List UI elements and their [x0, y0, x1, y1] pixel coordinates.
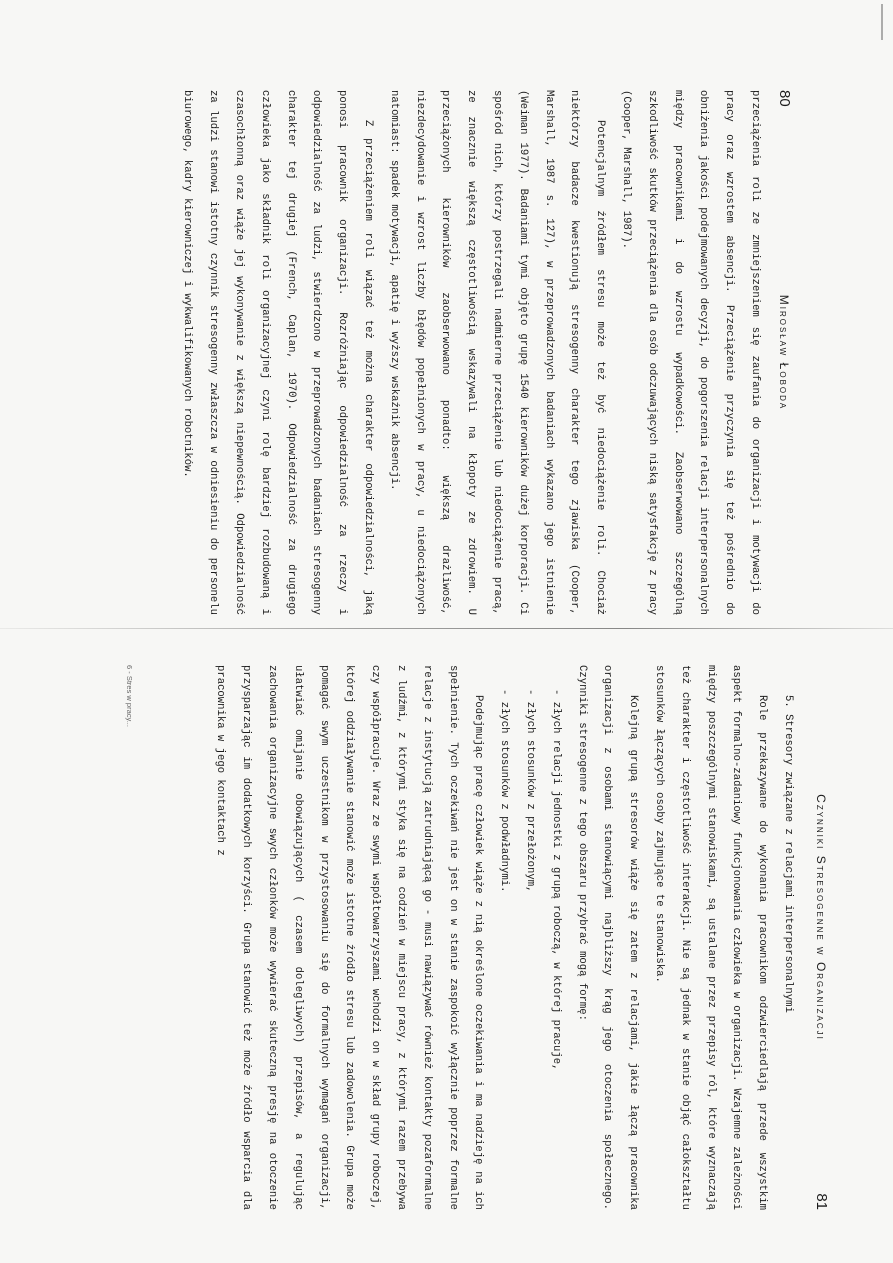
footnote: 6 - Stres w pracy...: [125, 665, 134, 727]
page-81: [120, 665, 830, 1210]
list-item: - złych stosunków z podwładnymi.: [498, 689, 511, 893]
page-divider: [0, 628, 893, 629]
page-number: 80: [776, 90, 793, 107]
list-item: - złych stosunków z przełożonym,: [524, 689, 537, 893]
scan-corner-mark: [881, 4, 883, 40]
page-81-body: [207, 665, 800, 1210]
running-head: Mirosław Łoboda: [777, 294, 791, 411]
paragraph: Kolejną grupą stresorów wiąże się zatem z relacjami, jakie łączą pracownika organizacji z osobami stanowiącymi najbliższy krąg jego otoczenia społecznego. Czynniki stresogenne z tego obszaru przybrać mogą formę:: [575, 665, 640, 1210]
section-title: 5. Stresory związane z relacjami interpersonalnymi: [782, 695, 794, 1013]
paragraph: Podejmując pracę człowiek wiąże z nią określone oczekiwania i ma nadzieję na ich spełnienie. Tych oczekiwań nie jest on w stanie zaspokoić wyłącznie poprzez formalne relacje z instytucją zatrudniającą go - musi nawiązywać również kontakty pozaformalne z ludźmi, z którymi styka się na codzień w miejscu pracy, z którymi razem przebywa czy współpracuje. Wraz ze swymi współtowarzyszami wchodzi on w skład grupy roboczej, której oddziaływanie stanowić może istotne źródło stresu lub zadowolenia. Grupa może pomagać swym uczestnikom w przystosowaniu się do formalnych wymagań organizacji, ułatwiać omijanie obowiązujących ( czasem dolegliwych) przepisów, a regulując zachowania organizacyjne swych członków może wywierać skuteczną presję na otoczenie przysparzając im dodatkowych korzyści. Grupa stanowić też może źródło wsparcia dla pracownika w jego kontaktach z: [214, 665, 485, 1210]
paragraph: Potencjalnym źródłem stresu może też być niedociążenie roli. Chociaż niektórzy badacze kwestionują stresogenny charakter tego zjawiska (Cooper, Marshall, 1987 s. 127), w przeprowadzonych badaniach wykazano jego istnienie (Weiman 1977). Badaniami tymi objęto grupę 1540 kierowników dużej korporacji. Ci spośród nich, którzy postrzegali nadmierne przeciążenie lub niedociążenie pracą, ze znacznie większą częstotliwością wskazywali na kłopoty ze zdrowiem. U przeciążonych kierowników zaobserwowano ponadto: większą drażliwość, niezdecydowanie i wzrost liczby błędów popełnionych w pracy, u niedociążonych natomiast: spadek motywacji, apatię i wyższy wskaźnik absencji.: [387, 90, 607, 615]
running-head: Czynniki Stresogenne w Organizacji: [814, 794, 828, 1041]
paragraph: przeciążenia roli ze zmniejszeniem się zaufania do organizacji i motywacji do pracy oraz wzrostem absencji. Przeciążenie przyczynia się też pośrednio do obniżenia jakości podejmowanych decyzji, do pogorszenia relacji interpersonalnych między pracownikami i do wzrostu wypadkowości. Zaobserwowano szczególną szkodliwość skutków przeciążenia dla osób odczuwających niską satysfakcję z pracy (Cooper, Marshall, 1987).: [620, 90, 761, 615]
paragraph: Role przekazywane do wykonania pracownikom odzwierciedlają przede wszystkim aspekt formalno-zadaniowy funkcjonowania człowieka w organizacji. Wzajemne zależności między poszczególnymi stanowiskami, są ustalane przez przepisy ról, które wyznaczają też charakter i częstotliwość interakcji. Nie są jednak w stanie objąć całokształtu stosunków łączących osoby zajmujące te stanowiska.: [653, 665, 769, 1210]
page-number: 81: [813, 1193, 830, 1210]
paragraph: Z przeciążeniem roli wiązać też można charakter odpowiedzialności, jaką ponosi pracownik organizacji. Rozróżniając odpowiedzialność za rzeczy i odpowiedzialność za ludzi, stwierdzono w przeprowadzonych badaniach stresogenny charakter tej drugiej (French, Caplan, 1970). Odpowiedzialność za drugiego człowieka jako składnik roli organizacyjnej czyni rolę bardziej rozbudowaną i czasochłonną oraz wiąże jej wykonywanie z większą niepewnością. Odpowiedzialność za ludzi stanowi istotny czynnik stresogenny zwłaszcza w odniesieniu do personelu biurowego, kadry kierowniczej i wykwalifikowanych robotników.: [181, 90, 375, 615]
page-80: [125, 90, 793, 615]
page-80-body: [174, 90, 767, 615]
list-item: - złych relacji jednostki z grupą roboczą, w której pracuje,: [549, 689, 562, 1071]
